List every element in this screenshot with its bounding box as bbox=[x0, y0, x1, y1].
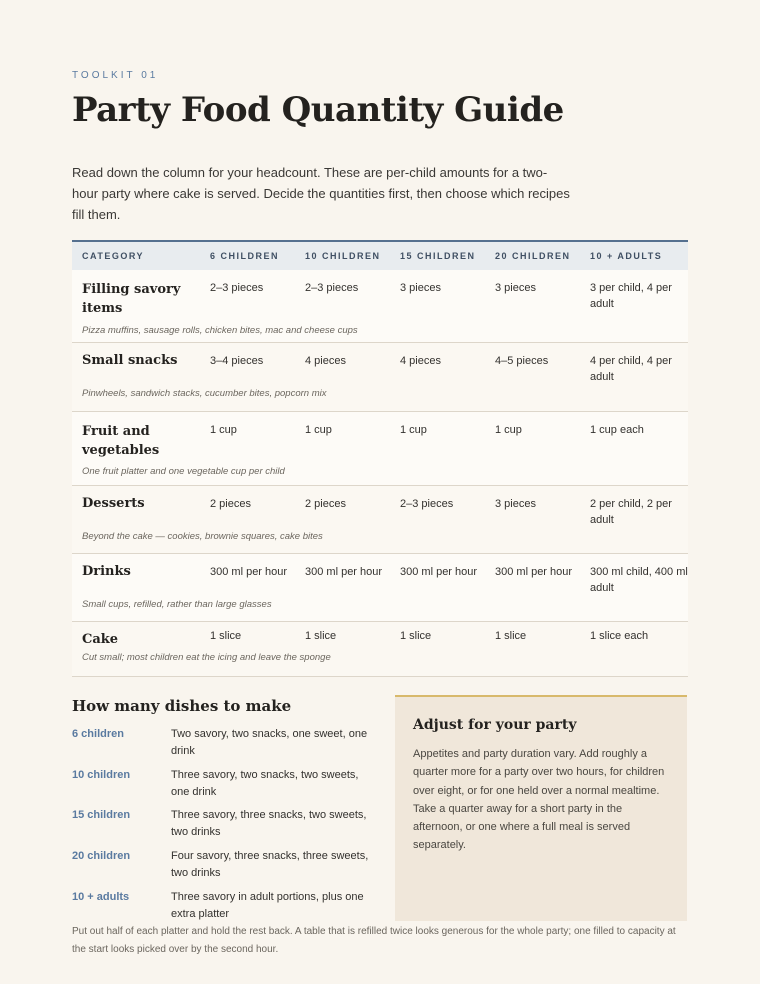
table-cell: 1 cup bbox=[305, 424, 332, 436]
table-row bbox=[72, 270, 688, 343]
dish-label: 10 + adults bbox=[72, 891, 130, 903]
table-cell: 2–3 pieces bbox=[400, 498, 454, 510]
table-cell: 1 cup each bbox=[590, 424, 644, 436]
row-note: Pinwheels, sandwich stacks, cucumber bites, popcorn mix bbox=[82, 388, 327, 399]
dish-item bbox=[72, 889, 372, 923]
table-cell: 1 slice bbox=[210, 630, 242, 642]
dish-item bbox=[72, 726, 372, 760]
table-cell: 2–3 pieces bbox=[210, 282, 264, 294]
dish-label: 15 children bbox=[72, 809, 131, 821]
dish-item bbox=[72, 767, 372, 801]
table-cell: 1 cup bbox=[495, 424, 522, 436]
table-row bbox=[72, 343, 688, 412]
row-note: Small cups, refilled, rather than large glasses bbox=[82, 599, 272, 610]
table-cell: 1 slice each bbox=[590, 630, 649, 642]
dish-label: 10 children bbox=[72, 769, 131, 781]
row-note: Cut small; most children eat the icing and leave the sponge bbox=[82, 652, 331, 663]
kicker: TOOLKIT 01 bbox=[72, 70, 159, 81]
header-6-children: 6 CHILDREN bbox=[210, 251, 280, 261]
header-20-children: 20 CHILDREN bbox=[495, 251, 571, 261]
dish-item bbox=[72, 807, 372, 841]
table-header bbox=[72, 242, 688, 270]
table-cell: 2 pieces bbox=[305, 498, 346, 510]
dish-text: Three savory in adult portions, plus one extra platter bbox=[171, 891, 364, 920]
header-10-adults: 10 + ADULTS bbox=[590, 251, 663, 261]
table-cell: 4 per child, 4 per adult bbox=[590, 355, 672, 383]
header-10-children: 10 CHILDREN bbox=[305, 251, 381, 261]
intro-text: Read down the column for your headcount. These are per-child amounts for a two-hour party where cake is served. Decide the quantities first, then choose which recipes fill them. bbox=[72, 165, 570, 222]
table-cell: 2 pieces bbox=[210, 498, 251, 510]
row-category: Drinks bbox=[82, 564, 131, 579]
adjust-text: Appetites and party duration vary. Add roughly a quarter more for a party over two hours, for children over eight, or for one held over a normal mealtime. Take a quarter away for a short party in the afternoon, or one where a full meal is served separately. bbox=[413, 748, 665, 852]
table-cell: 4–5 pieces bbox=[495, 355, 549, 367]
table-cell: 3–4 pieces bbox=[210, 355, 264, 367]
table-cell: 300 ml per hour bbox=[400, 566, 478, 578]
row-category: Small snacks bbox=[82, 353, 178, 368]
footer-note: Put out half of each platter and hold the rest back. A table that is refilled twice looks generous for the whole party; one filled to capacity at the start looks picked over by the second hour. bbox=[72, 926, 676, 955]
table-cell: 3 pieces bbox=[400, 282, 441, 294]
row-category: Cake bbox=[82, 632, 119, 647]
table-cell: 300 ml per hour bbox=[210, 566, 288, 578]
table-cell: 3 per child, 4 per adult bbox=[590, 282, 672, 310]
dish-text: Three savory, three snacks, two sweets, two drinks bbox=[171, 809, 367, 838]
header-15-children: 15 CHILDREN bbox=[400, 251, 476, 261]
table-cell: 3 pieces bbox=[495, 498, 536, 510]
table-cell: 300 ml per hour bbox=[495, 566, 573, 578]
header-category: CATEGORY bbox=[82, 251, 145, 261]
table-cell: 300 ml child, 400 ml adult bbox=[590, 566, 688, 594]
table-cell: 1 slice bbox=[305, 630, 337, 642]
row-note: One fruit platter and one vegetable cup per child bbox=[82, 466, 285, 477]
table-cell: 3 pieces bbox=[495, 282, 536, 294]
dish-text: Two savory, two snacks, one sweet, one drink bbox=[171, 728, 368, 757]
adjust-heading: Adjust for your party bbox=[413, 717, 577, 733]
page-title: Party Food Quantity Guide bbox=[72, 90, 564, 130]
dish-label: 20 children bbox=[72, 850, 131, 862]
dish-label: 6 children bbox=[72, 728, 124, 740]
table-cell: 4 pieces bbox=[305, 355, 346, 367]
table-cell: 300 ml per hour bbox=[305, 566, 383, 578]
table-cell: 4 pieces bbox=[400, 355, 441, 367]
table-row bbox=[72, 412, 688, 486]
dish-text: Three savory, two snacks, two sweets, one drink bbox=[171, 769, 359, 798]
table-cell: 1 slice bbox=[400, 630, 432, 642]
row-category: Desserts bbox=[82, 496, 145, 511]
table-row bbox=[72, 486, 688, 554]
table-row bbox=[72, 554, 688, 622]
table-cell: 2 per child, 2 per adult bbox=[590, 498, 672, 526]
table-row bbox=[72, 622, 688, 677]
table-cell: 2–3 pieces bbox=[305, 282, 359, 294]
table-cell: 1 cup bbox=[210, 424, 237, 436]
dish-item bbox=[72, 848, 372, 882]
dishes-heading: How many dishes to make bbox=[72, 697, 292, 715]
row-note: Pizza muffins, sausage rolls, chicken bites, mac and cheese cups bbox=[82, 325, 358, 336]
table-cell: 1 cup bbox=[400, 424, 427, 436]
row-category: Fruit and vegetables bbox=[82, 424, 160, 458]
adjust-callout bbox=[395, 695, 687, 921]
dish-text: Four savory, three snacks, three sweets, two drinks bbox=[171, 850, 369, 879]
row-note: Beyond the cake — cookies, brownie squares, cake bites bbox=[82, 531, 323, 542]
table-cell: 1 slice bbox=[495, 630, 527, 642]
row-category: Filling savory items bbox=[82, 282, 181, 316]
quantity-table bbox=[72, 240, 688, 677]
